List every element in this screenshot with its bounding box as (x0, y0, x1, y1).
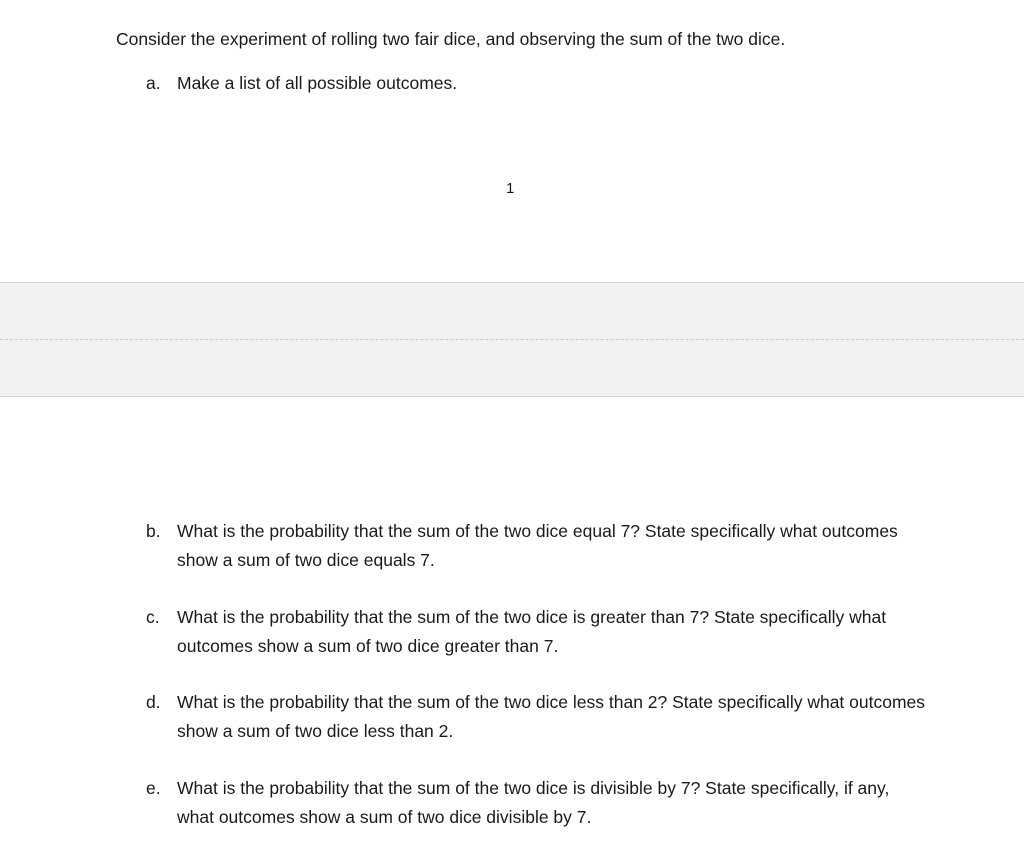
question-text: Make a list of all possible outcomes. (177, 73, 458, 93)
problem-intro: Consider the experiment of rolling two fair dice, and observing the sum of the two dice. (116, 29, 786, 49)
question-marker: e. (146, 778, 161, 798)
question-marker: b. (146, 521, 161, 541)
question-text: What is the probability that the sum of the two dice is divisible by 7? State specifically, if any, what outcomes show a sum of two dice divisible by 7. (177, 778, 890, 827)
page-number: 1 (506, 180, 515, 197)
question-c (146, 603, 926, 661)
question-marker: d. (146, 692, 161, 712)
question-text: What is the probability that the sum of the two dice equal 7? State specifically what outcomes show a sum of two dice equals 7. (177, 521, 898, 570)
question-marker: c. (146, 607, 160, 627)
page-2 (0, 397, 1024, 844)
question-a (146, 69, 926, 98)
question-marker: a. (146, 73, 161, 93)
question-b (146, 517, 926, 575)
question-text: What is the probability that the sum of the two dice less than 2? State specifically what outcomes show a sum of two dice less than 2. (177, 692, 926, 741)
question-e (146, 774, 926, 832)
page-break-line (0, 339, 1024, 340)
question-d (146, 688, 926, 746)
question-text: What is the probability that the sum of the two dice is greater than 7? State specifically what outcomes show a sum of two dice greater than 7. (177, 607, 887, 656)
page-1 (0, 0, 1024, 282)
page-break-gap (0, 282, 1024, 397)
